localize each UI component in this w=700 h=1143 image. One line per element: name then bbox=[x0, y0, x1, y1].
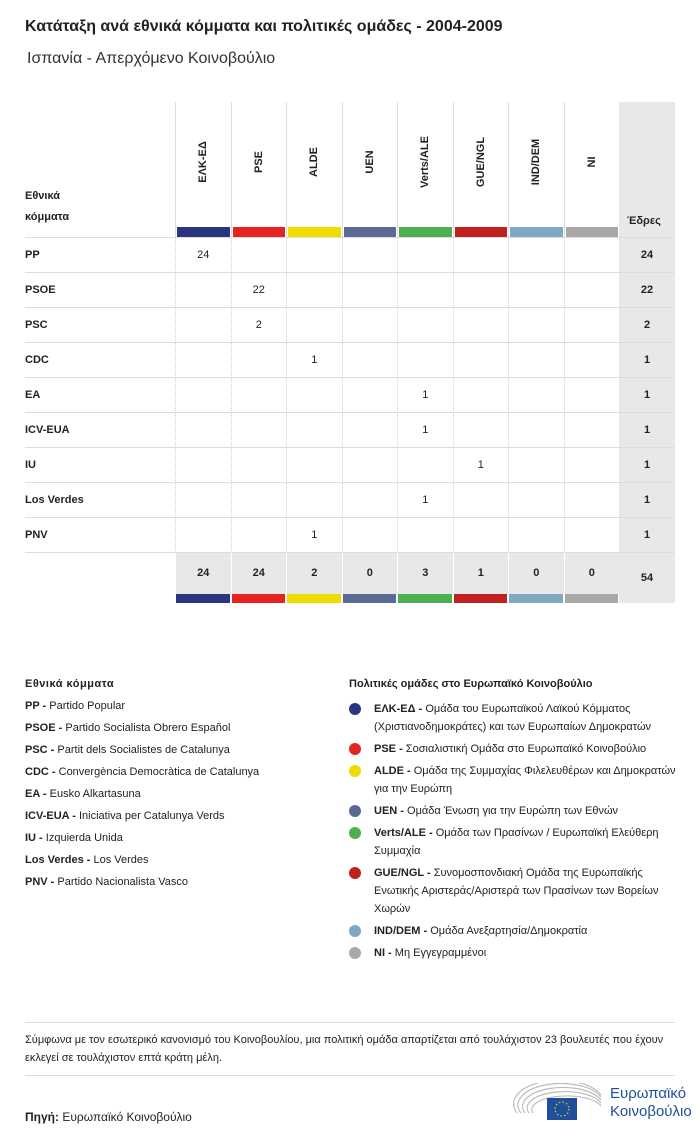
seat-cell bbox=[508, 343, 564, 378]
party-name: PP bbox=[25, 249, 40, 261]
group-total: 0 bbox=[342, 553, 398, 594]
group-column-header bbox=[453, 102, 509, 237]
group-total: 0 bbox=[564, 553, 620, 594]
party-legend-item bbox=[25, 788, 259, 810]
seat-cell bbox=[564, 448, 620, 483]
logo-line1: Ευρωπαϊκό bbox=[610, 1085, 687, 1102]
groups-legend-title: Πολιτικές ομάδες στο Ευρωπαϊκό Κοινοβούλιο bbox=[349, 678, 593, 690]
party-name: PSOE bbox=[25, 284, 56, 296]
party-full-name: Partido Popular bbox=[49, 700, 126, 712]
seat-cell bbox=[342, 308, 398, 343]
group-legend-item bbox=[349, 944, 679, 962]
group-legend-item bbox=[349, 864, 679, 918]
seat-cell bbox=[564, 483, 620, 518]
group-color-bar bbox=[343, 594, 397, 603]
group-column-header bbox=[508, 102, 564, 237]
seat-cell bbox=[564, 413, 620, 448]
party-full-name: Los Verdes bbox=[93, 854, 149, 866]
source-value: Ευρωπαϊκό Κοινοβούλιο bbox=[62, 1110, 192, 1124]
group-color-dot-icon bbox=[349, 947, 361, 959]
table-row bbox=[25, 517, 675, 552]
seat-cell bbox=[397, 343, 453, 378]
seat-cell bbox=[175, 518, 231, 553]
seat-cell bbox=[286, 238, 342, 273]
group-color-bar bbox=[287, 594, 341, 603]
row-total: 1 bbox=[619, 483, 675, 518]
group-color-dot-icon bbox=[349, 765, 361, 777]
seat-cell bbox=[508, 308, 564, 343]
row-total: 2 bbox=[619, 308, 675, 343]
seat-cell bbox=[175, 413, 231, 448]
seat-cell bbox=[286, 483, 342, 518]
group-abbr: GUE/NGL - bbox=[374, 867, 431, 879]
seat-cell bbox=[453, 308, 509, 343]
party-name: PSC bbox=[25, 319, 48, 331]
seat-cell: 22 bbox=[231, 273, 287, 308]
seat-cell bbox=[286, 448, 342, 483]
chart-subtitle: Ισπανία - Απερχόμενο Κοινοβούλιο bbox=[27, 50, 276, 67]
group-abbr: NI - bbox=[374, 947, 392, 959]
seat-cell bbox=[453, 413, 509, 448]
group-color-dot-icon bbox=[349, 827, 361, 839]
group-color-bar bbox=[398, 594, 452, 603]
party-abbr: PSC - bbox=[25, 744, 55, 756]
group-color-bar bbox=[509, 594, 563, 603]
group-name: PSE bbox=[252, 150, 265, 174]
seat-cell bbox=[397, 448, 453, 483]
seat-cell bbox=[286, 413, 342, 448]
group-color-dot-icon bbox=[349, 925, 361, 937]
seat-cell bbox=[231, 378, 287, 413]
seat-cell bbox=[508, 273, 564, 308]
parties-legend-title: Εθνικά κόμματα bbox=[25, 678, 115, 690]
seat-cell bbox=[175, 273, 231, 308]
group-abbr: PSE - bbox=[374, 743, 403, 755]
seat-cell bbox=[453, 238, 509, 273]
seats-header bbox=[619, 102, 675, 237]
row-total: 1 bbox=[619, 448, 675, 483]
group-full-name: Σοσιαλιστική Ομάδα στο Ευρωπαϊκό Κοινοβούλιο bbox=[405, 743, 647, 755]
party-name: EA bbox=[25, 389, 41, 401]
seat-cell bbox=[564, 518, 620, 553]
group-column-header bbox=[286, 102, 342, 237]
european-parliament-logo bbox=[513, 1083, 692, 1125]
party-abbr: ICV-EUA - bbox=[25, 810, 76, 822]
party-abbr: CDC - bbox=[25, 766, 56, 778]
seat-cell: 1 bbox=[286, 518, 342, 553]
seat-cell bbox=[286, 378, 342, 413]
group-color-bar bbox=[177, 227, 230, 237]
group-legend-item bbox=[349, 824, 679, 860]
seat-cell bbox=[397, 273, 453, 308]
party-legend-item bbox=[25, 832, 259, 854]
seat-cell bbox=[342, 378, 398, 413]
table-row bbox=[25, 447, 675, 482]
seat-cell bbox=[508, 448, 564, 483]
group-name: Verts/ALE bbox=[419, 136, 432, 188]
group-total: 24 bbox=[175, 553, 231, 594]
party-full-name: Iniciativa per Catalunya Verds bbox=[79, 810, 225, 822]
grand-total: 54 bbox=[619, 553, 675, 603]
group-color-bar bbox=[288, 227, 341, 237]
seat-cell bbox=[397, 308, 453, 343]
group-legend-item bbox=[349, 700, 679, 736]
seat-cell: 24 bbox=[175, 238, 231, 273]
group-color-bar bbox=[455, 227, 508, 237]
group-full-name: Μη Εγγεγραμμένοι bbox=[394, 947, 487, 959]
seat-cell bbox=[508, 378, 564, 413]
seat-cell bbox=[231, 448, 287, 483]
seat-cell: 1 bbox=[397, 483, 453, 518]
party-abbr: PP - bbox=[25, 700, 47, 712]
group-legend-item bbox=[349, 740, 679, 758]
row-total: 24 bbox=[619, 238, 675, 273]
party-full-name: Partit dels Socialistes de Catalunya bbox=[57, 744, 230, 756]
group-color-bar bbox=[454, 594, 508, 603]
group-color-dot-icon bbox=[349, 867, 361, 879]
seat-cell bbox=[231, 518, 287, 553]
row-total: 1 bbox=[619, 413, 675, 448]
footnote: Σύμφωνα με τον εσωτερικό κανονισμό του Κοινοβουλίου, μια πολιτική ομάδα απαρτίζεται από τουλάχιστον 23 βουλευτές που έχουν εκλεγεί σε τουλάχιστον επτά κράτη μέλη. bbox=[25, 1022, 675, 1076]
seat-cell bbox=[342, 343, 398, 378]
party-full-name: Partido Socialista Obrero Español bbox=[65, 722, 231, 734]
row-total: 1 bbox=[619, 343, 675, 378]
groups-legend bbox=[349, 678, 679, 966]
seat-cell bbox=[175, 483, 231, 518]
group-full-name: Ομάδα Ένωση για την Ευρώπη των Εθνών bbox=[407, 805, 619, 817]
party-abbr: PSOE - bbox=[25, 722, 63, 734]
seat-cell bbox=[231, 343, 287, 378]
group-name: GUE/NGL bbox=[474, 136, 487, 188]
seat-cell: 1 bbox=[286, 343, 342, 378]
group-total: 0 bbox=[508, 553, 564, 594]
group-total: 24 bbox=[231, 553, 287, 594]
parties-legend bbox=[25, 678, 260, 888]
party-legend-item bbox=[25, 766, 259, 788]
party-full-name: Izquierda Unida bbox=[45, 832, 123, 844]
seat-cell bbox=[175, 448, 231, 483]
group-color-bar bbox=[565, 594, 619, 603]
group-name: UEN bbox=[363, 150, 376, 174]
party-legend-item bbox=[25, 700, 259, 722]
table-header bbox=[25, 102, 675, 237]
group-total: 2 bbox=[286, 553, 342, 594]
seats-header-label: Έδρες bbox=[627, 215, 661, 227]
seat-cell bbox=[175, 308, 231, 343]
totals-row bbox=[25, 552, 675, 602]
seat-cell bbox=[453, 343, 509, 378]
seat-cell bbox=[564, 273, 620, 308]
group-color-bar bbox=[232, 594, 286, 603]
seat-cell: 1 bbox=[397, 413, 453, 448]
group-color-bar bbox=[344, 227, 397, 237]
group-column-header bbox=[397, 102, 453, 237]
group-full-name: Ομάδα του Ευρωπαϊκού Λαϊκού Κόμματος (Χριστιανοδημοκράτες) και των Ευρωπαίων Δημοκρατών bbox=[374, 703, 652, 733]
source bbox=[25, 1110, 192, 1124]
group-abbr: ΕΛΚ-ΕΔ - bbox=[374, 703, 423, 715]
party-legend-item bbox=[25, 876, 259, 898]
party-legend-item bbox=[25, 854, 259, 876]
group-total: 3 bbox=[397, 553, 453, 594]
seat-cell bbox=[453, 518, 509, 553]
group-legend-item bbox=[349, 762, 679, 798]
party-full-name: Partido Nacionalista Vasco bbox=[57, 876, 189, 888]
seat-cell: 2 bbox=[231, 308, 287, 343]
seat-cell bbox=[231, 238, 287, 273]
table-row bbox=[25, 412, 675, 447]
party-name: ICV-EUA bbox=[25, 424, 70, 436]
group-column-header bbox=[564, 102, 620, 237]
group-abbr: IND/DEM - bbox=[374, 925, 428, 937]
group-abbr: ALDE - bbox=[374, 765, 411, 777]
group-total: 1 bbox=[453, 553, 509, 594]
party-legend-item bbox=[25, 810, 259, 832]
table-row bbox=[25, 272, 675, 307]
group-full-name: Ομάδα της Συμμαχίας Φιλελευθέρων και Δημοκρατών για την Ευρώπη bbox=[374, 765, 676, 795]
group-color-bar bbox=[566, 227, 619, 237]
group-full-name: Ομάδα Ανεξαρτησία/Δημοκρατία bbox=[430, 925, 588, 937]
group-color-bar bbox=[399, 227, 452, 237]
party-name: IU bbox=[25, 459, 36, 471]
seat-cell bbox=[453, 483, 509, 518]
seat-cell bbox=[342, 518, 398, 553]
party-name: PNV bbox=[25, 529, 48, 541]
seat-cell bbox=[564, 238, 620, 273]
seat-cell bbox=[342, 238, 398, 273]
group-column-header bbox=[175, 102, 231, 237]
party-abbr: Los Verdes - bbox=[25, 854, 91, 866]
seat-cell bbox=[564, 308, 620, 343]
group-column-header bbox=[342, 102, 398, 237]
seat-cell bbox=[508, 483, 564, 518]
group-color-dot-icon bbox=[349, 743, 361, 755]
seat-cell bbox=[397, 518, 453, 553]
group-name: NI bbox=[585, 156, 598, 168]
row-total: 1 bbox=[619, 518, 675, 553]
group-name: ΕΛΚ-ΕΔ bbox=[197, 141, 210, 183]
seat-cell bbox=[397, 238, 453, 273]
seat-cell bbox=[175, 343, 231, 378]
group-name: IND/DEM bbox=[530, 138, 543, 186]
seat-cell bbox=[231, 483, 287, 518]
seat-cell bbox=[342, 413, 398, 448]
group-color-dot-icon bbox=[349, 703, 361, 715]
party-abbr: IU - bbox=[25, 832, 43, 844]
seat-cell bbox=[508, 238, 564, 273]
table-row bbox=[25, 237, 675, 272]
party-legend-item bbox=[25, 722, 259, 744]
logo-line2: Κοινοβούλιο bbox=[610, 1103, 692, 1120]
seat-cell bbox=[508, 518, 564, 553]
table-row bbox=[25, 342, 675, 377]
table-row bbox=[25, 482, 675, 517]
group-full-name: Συνομοσπονδιακή Ομάδα της Ευρωπαϊκής Ενωτικής Αριστεράς/Αριστερά των Πρασίνων των Βορείων Χωρών bbox=[374, 867, 659, 915]
seat-cell bbox=[508, 413, 564, 448]
seat-cell: 1 bbox=[397, 378, 453, 413]
seat-cell bbox=[286, 308, 342, 343]
seat-cell bbox=[342, 273, 398, 308]
parliament-hemicycle-icon bbox=[513, 1083, 605, 1125]
seat-cell bbox=[453, 273, 509, 308]
party-abbr: EA - bbox=[25, 788, 47, 800]
source-label: Πηγή: bbox=[25, 1110, 59, 1124]
row-total: 22 bbox=[619, 273, 675, 308]
seat-cell bbox=[453, 378, 509, 413]
group-abbr: UEN - bbox=[374, 805, 404, 817]
seat-cell bbox=[286, 273, 342, 308]
group-legend-item bbox=[349, 922, 679, 940]
group-column-header bbox=[231, 102, 287, 237]
group-color-bar bbox=[233, 227, 286, 237]
seat-cell: 1 bbox=[453, 448, 509, 483]
party-legend-item bbox=[25, 744, 259, 766]
seat-cell bbox=[231, 413, 287, 448]
seat-cell bbox=[342, 483, 398, 518]
party-name: CDC bbox=[25, 354, 49, 366]
party-abbr: PNV - bbox=[25, 876, 55, 888]
seat-cell bbox=[342, 448, 398, 483]
seat-cell bbox=[175, 378, 231, 413]
table-row bbox=[25, 307, 675, 342]
table-row bbox=[25, 377, 675, 412]
row-header-label: Εθνικά κόμματα bbox=[25, 190, 70, 223]
group-color-dot-icon bbox=[349, 805, 361, 817]
chart-title: Κατάταξη ανά εθνικά κόμματα και πολιτικές ομάδες - 2004-2009 bbox=[25, 18, 503, 35]
row-total: 1 bbox=[619, 378, 675, 413]
party-name: Los Verdes bbox=[25, 494, 84, 506]
group-color-bar bbox=[176, 594, 230, 603]
group-abbr: Verts/ALE - bbox=[374, 827, 433, 839]
party-full-name: Convergència Democràtica de Catalunya bbox=[58, 766, 260, 778]
group-color-bar bbox=[510, 227, 563, 237]
seat-cell bbox=[564, 378, 620, 413]
seats-table bbox=[25, 102, 675, 602]
group-name: ALDE bbox=[308, 147, 321, 177]
group-legend-item bbox=[349, 802, 679, 820]
party-full-name: Eusko Alkartasuna bbox=[49, 788, 141, 800]
seat-cell bbox=[564, 343, 620, 378]
group-full-name: Ομάδα των Πρασίνων / Ευρωπαϊκή Ελεύθερη Συμμαχία bbox=[374, 827, 659, 857]
